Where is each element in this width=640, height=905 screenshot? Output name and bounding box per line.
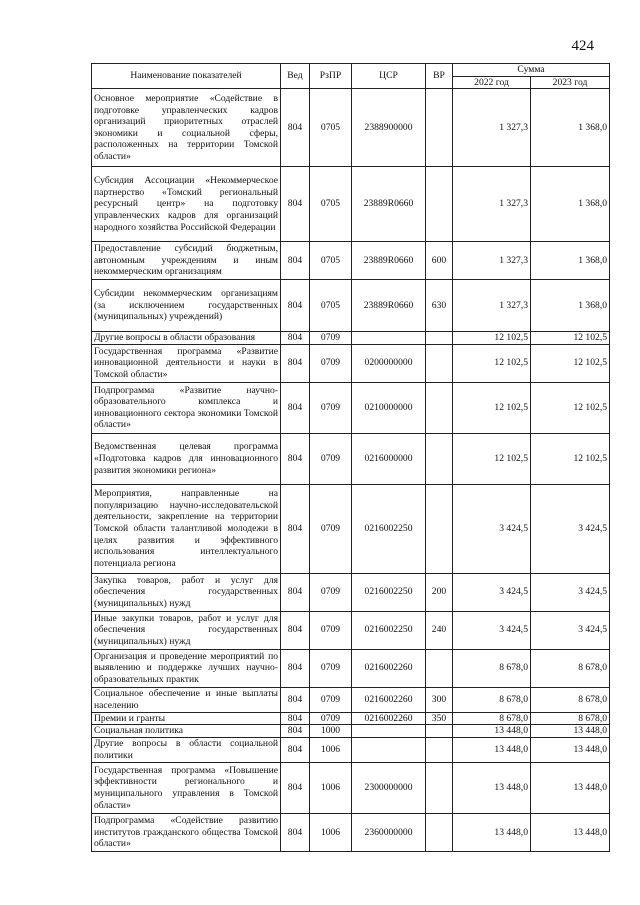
row-name: Государственная программа «Повышение эффективности регионального и муниципального управления в Томской области» [92, 762, 281, 813]
row-sum-2023: 12 102,5 [531, 382, 610, 433]
row-name: Социальное обеспечение и иные выплаты населению [92, 687, 281, 712]
row-sum-2022: 13 448,0 [453, 737, 531, 762]
row-sum-2023: 13 448,0 [531, 725, 610, 738]
header-vr: ВР [426, 64, 453, 89]
table-row [92, 687, 610, 712]
row-csr [352, 737, 426, 762]
row-rzpr: 0709 [310, 649, 352, 687]
row-sum-2023: 12 102,5 [531, 433, 610, 484]
row-rzpr: 0709 [310, 712, 352, 725]
row-name: Премии и гранты [92, 712, 281, 725]
table-row [92, 725, 610, 738]
row-name: Подпрограмма «Содействие развитию институтов гражданского общества Томской области» [92, 813, 281, 851]
row-vr [426, 344, 453, 382]
table-row [92, 89, 610, 167]
table-row [92, 242, 610, 280]
row-ved: 804 [281, 611, 310, 649]
row-name: Подпрограмма «Развитие научно-образовательного комплекса и инновационного сектора экономики Томской области» [92, 382, 281, 433]
row-ved: 804 [281, 737, 310, 762]
table-row [92, 382, 610, 433]
table-row [92, 484, 610, 573]
row-csr: 23889R0660 [352, 167, 426, 242]
row-ved: 804 [281, 725, 310, 738]
row-vr: 240 [426, 611, 453, 649]
row-rzpr: 1006 [310, 762, 352, 813]
row-name: Социальная политика [92, 725, 281, 738]
row-sum-2022: 12 102,5 [453, 433, 531, 484]
row-csr: 2300000000 [352, 762, 426, 813]
row-rzpr: 0709 [310, 687, 352, 712]
row-csr: 0216002260 [352, 687, 426, 712]
row-rzpr: 0709 [310, 433, 352, 484]
table-row [92, 344, 610, 382]
row-name: Другие вопросы в области образования [92, 332, 281, 345]
row-csr: 2388900000 [352, 89, 426, 167]
row-name: Ведомственная целевая программа «Подготовка кадров для инновационного развития экономики региона» [92, 433, 281, 484]
row-vr [426, 813, 453, 851]
row-sum-2022: 12 102,5 [453, 344, 531, 382]
row-name: Государственная программа «Развитие инновационной деятельности и науки в Томской области» [92, 344, 281, 382]
row-rzpr: 0709 [310, 484, 352, 573]
row-name: Мероприятия, направленные на популяризацию научно-исследовательской деятельности, закрепление на территории Томской области талантливой молодежи в целях развития и эффективного использования интеллектуального потенциала региона [92, 484, 281, 573]
row-ved: 804 [281, 687, 310, 712]
row-sum-2022: 13 448,0 [453, 813, 531, 851]
page-number: 424 [571, 38, 594, 54]
row-sum-2022: 1 327,3 [453, 242, 531, 280]
row-csr: 0200000000 [352, 344, 426, 382]
header-year-2023: 2023 год [531, 76, 610, 89]
row-csr: 0210000000 [352, 382, 426, 433]
row-sum-2022: 13 448,0 [453, 725, 531, 738]
row-rzpr: 0705 [310, 242, 352, 280]
header-sum: Сумма [453, 64, 610, 77]
row-name: Предоставление субсидий бюджетным, автономным учреждениям и иным некоммерческим организациям [92, 242, 281, 280]
row-rzpr: 0705 [310, 167, 352, 242]
row-csr: 0216002260 [352, 649, 426, 687]
row-ved: 804 [281, 649, 310, 687]
row-vr [426, 382, 453, 433]
row-sum-2023: 8 678,0 [531, 649, 610, 687]
row-sum-2023: 1 368,0 [531, 280, 610, 332]
row-sum-2022: 3 424,5 [453, 484, 531, 573]
table-row [92, 280, 610, 332]
row-csr [352, 725, 426, 738]
table-row [92, 762, 610, 813]
table-header [92, 64, 610, 89]
row-sum-2023: 12 102,5 [531, 332, 610, 345]
row-csr [352, 332, 426, 345]
row-vr [426, 484, 453, 573]
row-ved: 804 [281, 712, 310, 725]
row-vr: 200 [426, 573, 453, 611]
row-vr [426, 167, 453, 242]
row-csr: 0216002250 [352, 484, 426, 573]
row-sum-2022: 1 327,3 [453, 167, 531, 242]
row-vr [426, 89, 453, 167]
row-sum-2022: 3 424,5 [453, 573, 531, 611]
row-name: Субсидия Ассоциации «Некоммерческое партнерство «Томский региональный ресурсный центр» на подготовку управленческих кадров для организаций народного хозяйства Российской Федерации [92, 167, 281, 242]
row-vr [426, 725, 453, 738]
row-ved: 804 [281, 167, 310, 242]
row-csr: 0216002250 [352, 611, 426, 649]
table-row [92, 737, 610, 762]
row-sum-2023: 13 448,0 [531, 762, 610, 813]
row-sum-2023: 3 424,5 [531, 484, 610, 573]
row-rzpr: 0705 [310, 89, 352, 167]
row-vr: 350 [426, 712, 453, 725]
row-ved: 804 [281, 242, 310, 280]
row-sum-2023: 8 678,0 [531, 712, 610, 725]
header-rzpr: РзПР [310, 64, 352, 89]
row-vr [426, 762, 453, 813]
row-vr [426, 332, 453, 345]
budget-table [91, 63, 610, 852]
row-sum-2023: 1 368,0 [531, 167, 610, 242]
row-ved: 804 [281, 762, 310, 813]
table-body [92, 89, 610, 852]
table-row [92, 649, 610, 687]
row-sum-2023: 13 448,0 [531, 737, 610, 762]
row-rzpr: 0709 [310, 344, 352, 382]
row-rzpr: 0709 [310, 332, 352, 345]
row-ved: 804 [281, 813, 310, 851]
row-sum-2022: 13 448,0 [453, 762, 531, 813]
table-row [92, 433, 610, 484]
row-vr: 300 [426, 687, 453, 712]
row-ved: 804 [281, 382, 310, 433]
row-rzpr: 0709 [310, 382, 352, 433]
table-row [92, 813, 610, 851]
table-row [92, 611, 610, 649]
row-sum-2022: 12 102,5 [453, 382, 531, 433]
row-vr [426, 649, 453, 687]
header-year-2022: 2022 год [453, 76, 531, 89]
header-name: Наименование показателей [92, 64, 281, 89]
row-sum-2022: 1 327,3 [453, 89, 531, 167]
row-rzpr: 1000 [310, 725, 352, 738]
row-name: Закупка товаров, работ и услуг для обеспечения государственных (муниципальных) нужд [92, 573, 281, 611]
row-sum-2023: 12 102,5 [531, 344, 610, 382]
row-csr: 0216002260 [352, 712, 426, 725]
row-name: Основное мероприятие «Содействие в подготовке управленческих кадров организаций приоритетных отраслей экономики и социальной сферы, расположенных на территории Томской области» [92, 89, 281, 167]
row-vr [426, 737, 453, 762]
table-row [92, 167, 610, 242]
row-name: Другие вопросы в области социальной политики [92, 737, 281, 762]
row-vr: 630 [426, 280, 453, 332]
row-rzpr: 1006 [310, 737, 352, 762]
row-ved: 804 [281, 332, 310, 345]
row-sum-2022: 8 678,0 [453, 687, 531, 712]
row-csr: 23889R0660 [352, 280, 426, 332]
row-sum-2022: 3 424,5 [453, 611, 531, 649]
table-row [92, 573, 610, 611]
table-row [92, 332, 610, 345]
row-ved: 804 [281, 573, 310, 611]
row-sum-2022: 12 102,5 [453, 332, 531, 345]
row-sum-2023: 13 448,0 [531, 813, 610, 851]
header-csr: ЦСР [352, 64, 426, 89]
row-rzpr: 0705 [310, 280, 352, 332]
row-ved: 804 [281, 280, 310, 332]
row-ved: 804 [281, 433, 310, 484]
row-name: Иные закупки товаров, работ и услуг для обеспечения государственных (муниципальных) нужд [92, 611, 281, 649]
row-vr: 600 [426, 242, 453, 280]
row-sum-2023: 1 368,0 [531, 242, 610, 280]
row-vr [426, 433, 453, 484]
table-row [92, 712, 610, 725]
row-sum-2022: 8 678,0 [453, 649, 531, 687]
row-ved: 804 [281, 89, 310, 167]
row-csr: 0216000000 [352, 433, 426, 484]
row-rzpr: 0709 [310, 611, 352, 649]
row-csr: 23889R0660 [352, 242, 426, 280]
row-sum-2022: 1 327,3 [453, 280, 531, 332]
row-sum-2023: 3 424,5 [531, 573, 610, 611]
header-ved: Вед [281, 64, 310, 89]
row-csr: 2360000000 [352, 813, 426, 851]
row-csr: 0216002250 [352, 573, 426, 611]
row-rzpr: 0709 [310, 573, 352, 611]
row-sum-2023: 1 368,0 [531, 89, 610, 167]
row-sum-2023: 3 424,5 [531, 611, 610, 649]
row-name: Организация и проведение мероприятий по выявлению и поддержке лучших научно-образовательных практик [92, 649, 281, 687]
row-sum-2022: 8 678,0 [453, 712, 531, 725]
row-sum-2023: 8 678,0 [531, 687, 610, 712]
row-ved: 804 [281, 484, 310, 573]
row-rzpr: 1006 [310, 813, 352, 851]
row-ved: 804 [281, 344, 310, 382]
row-name: Субсидии некоммерческим организациям (за исключением государственных (муниципальных) учреждений) [92, 280, 281, 332]
